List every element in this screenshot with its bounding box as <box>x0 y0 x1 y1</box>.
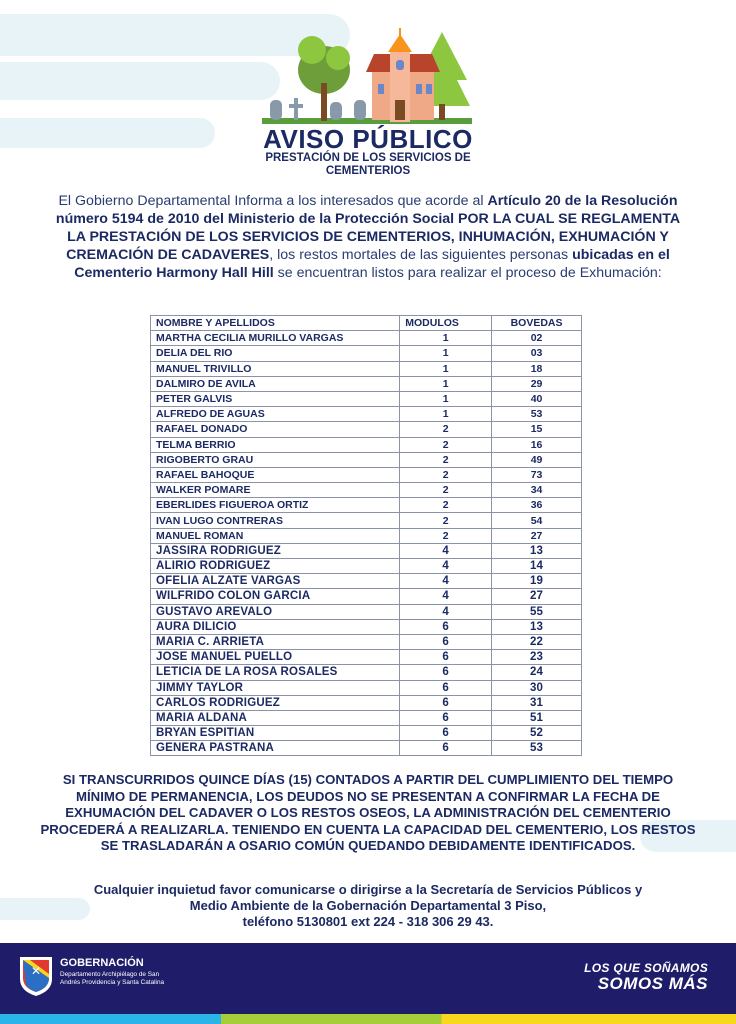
table-row <box>151 543 582 558</box>
intro-paragraph <box>50 192 686 282</box>
cell-boveda: 14 <box>492 559 582 574</box>
gobernacion-shield-logo <box>18 955 54 997</box>
cell-boveda: 29 <box>492 376 582 391</box>
cell-boveda: 27 <box>492 589 582 604</box>
cell-name: LETICIA DE LA ROSA ROSALES <box>151 665 400 680</box>
table-row <box>151 346 582 361</box>
cell-modulo: 2 <box>400 498 492 513</box>
cell-boveda: 30 <box>492 680 582 695</box>
cell-name: RAFAEL BAHOQUE <box>151 467 400 482</box>
table-row <box>151 331 582 346</box>
table-row <box>151 619 582 634</box>
table-row <box>151 574 582 589</box>
table-row <box>151 559 582 574</box>
table-row <box>151 361 582 376</box>
cell-modulo: 1 <box>400 361 492 376</box>
cell-name: ALFREDO DE AGUAS <box>151 407 400 422</box>
cell-boveda: 15 <box>492 422 582 437</box>
cell-boveda: 13 <box>492 543 582 558</box>
intro-text: El Gobierno Departamental Informa a los interesados que acorde al <box>58 193 488 209</box>
cell-boveda: 13 <box>492 619 582 634</box>
contact-line: teléfono 5130801 ext 224 - 318 306 29 43. <box>242 914 494 929</box>
table-row <box>151 528 582 543</box>
cell-boveda: 55 <box>492 604 582 619</box>
cell-boveda: 27 <box>492 528 582 543</box>
intro-bold-text: Artículo 20 de la Resolución número 5194 de 2010 del Ministerio de la Protección Social POR LA CUAL SE REGLAMENTA LA PRESTACIÓN DE LOS SERVICIOS DE CEMENTERIOS, INHUMACIÓN, EXHUMACIÓN Y CREMACIÓN DE CADAVERES <box>55 193 681 263</box>
cell-boveda: 53 <box>492 407 582 422</box>
cell-name: WALKER POMARE <box>151 483 400 498</box>
cell-boveda: 40 <box>492 391 582 406</box>
cell-name: RAFAEL DONADO <box>151 422 400 437</box>
cell-name: PETER GALVIS <box>151 391 400 406</box>
cell-boveda: 22 <box>492 634 582 649</box>
cell-modulo: 6 <box>400 680 492 695</box>
table-row <box>151 391 582 406</box>
cloud-decoration <box>0 62 280 100</box>
cell-name: MARTHA CECILIA MURILLO VARGAS <box>151 331 400 346</box>
contact-line: Cualquier inquietud favor comunicarse o dirigirse a la Secretaría de Servicios Públicos y <box>93 882 643 897</box>
cell-modulo: 1 <box>400 346 492 361</box>
cell-name: JASSIRA RODRIGUEZ <box>151 543 400 558</box>
cell-name: JOSE MANUEL PUELLO <box>151 650 400 665</box>
cell-modulo: 2 <box>400 437 492 452</box>
table-row <box>151 680 582 695</box>
cell-boveda: 54 <box>492 513 582 528</box>
column-header-bovedas: BOVEDAS <box>492 316 582 331</box>
cell-name: EBERLIDES FIGUEROA ORTIZ <box>151 498 400 513</box>
table-row <box>151 710 582 725</box>
table-row <box>151 695 582 710</box>
table-row <box>151 376 582 391</box>
cell-modulo: 1 <box>400 407 492 422</box>
table-row <box>151 650 582 665</box>
svg-text:✕: ✕ <box>30 964 42 978</box>
table-row <box>151 513 582 528</box>
cell-name: JIMMY TAYLOR <box>151 680 400 695</box>
warning-notice: SI TRANSCURRIDOS QUINCE DÍAS (15) CONTADOS A PARTIR DEL CUMPLIMIENTO DEL TIEMPO MÍNIMO DE PERMANENCIA, LOS DEUDOS NO SE PRESENTAN A CONFIRMAR LA FECHA DE EXHUMACIÓN DEL CADAVER O LOS RESTOS OSEOS, LA ADMINISTRACIÓN DEL CEMENTERIO PROCEDERÁ A REALIZARLA. TENIENDO EN CUENTA LA CAPACIDAD DEL CEMENTERIO, LOS RESTOS SE TRASLADARÁN A OSARIO COMÚN QUEDANDO DEBIDAMENTE IDENTIFICADOS. <box>40 772 696 853</box>
cell-boveda: 53 <box>492 741 582 756</box>
intro-text: , los restos mortales de las siguientes personas <box>269 247 573 263</box>
table-row <box>151 634 582 649</box>
table-row <box>151 483 582 498</box>
cell-boveda: 16 <box>492 437 582 452</box>
table-row <box>151 437 582 452</box>
cell-modulo: 6 <box>400 695 492 710</box>
cell-name: AURA DILICIO <box>151 619 400 634</box>
cell-modulo: 4 <box>400 604 492 619</box>
gobernacion-name: GOBERNACIÓN <box>60 957 144 969</box>
cell-modulo: 4 <box>400 589 492 604</box>
cell-modulo: 4 <box>400 559 492 574</box>
cell-boveda: 23 <box>492 650 582 665</box>
cell-boveda: 19 <box>492 574 582 589</box>
cell-boveda: 73 <box>492 467 582 482</box>
cell-name: ALIRIO RODRIGUEZ <box>151 559 400 574</box>
cell-name: MANUEL TRIVILLO <box>151 361 400 376</box>
cell-boveda: 03 <box>492 346 582 361</box>
table-row <box>151 498 582 513</box>
slogan-line-1: LOS QUE SOÑAMOS <box>584 961 708 975</box>
color-stripe <box>0 1014 736 1024</box>
contact-info <box>40 882 696 930</box>
cell-modulo: 2 <box>400 513 492 528</box>
page-subtitle: PRESTACIÓN DE LOS SERVICIOS DE CEMENTERIOS <box>265 152 471 177</box>
intro-text: se encuentran listos para realizar el proceso de Exhumación: <box>273 265 662 281</box>
column-header-name: NOMBRE Y APELLIDOS <box>151 316 400 331</box>
cell-modulo: 2 <box>400 483 492 498</box>
table-header-row <box>151 316 582 331</box>
cell-boveda: 02 <box>492 331 582 346</box>
table-row <box>151 589 582 604</box>
column-header-modulos: MODULOS <box>400 316 492 331</box>
cell-boveda: 51 <box>492 710 582 725</box>
table-row <box>151 422 582 437</box>
table-row <box>151 407 582 422</box>
exhumation-table <box>150 315 582 756</box>
cell-modulo: 4 <box>400 574 492 589</box>
cell-name: GENERA PASTRANA <box>151 741 400 756</box>
cell-name: MANUEL ROMAN <box>151 528 400 543</box>
cell-modulo: 2 <box>400 528 492 543</box>
cell-modulo: 6 <box>400 619 492 634</box>
cell-modulo: 6 <box>400 634 492 649</box>
cemetery-church-illustration <box>262 28 472 128</box>
cell-name: BRYAN ESPITIAN <box>151 726 400 741</box>
cell-boveda: 18 <box>492 361 582 376</box>
cell-modulo: 6 <box>400 741 492 756</box>
cell-boveda: 36 <box>492 498 582 513</box>
cell-modulo: 2 <box>400 452 492 467</box>
intro-bold-text: ubicadas en el Cementerio Harmony Hall Hill <box>74 247 670 281</box>
cell-modulo: 2 <box>400 467 492 482</box>
table-row <box>151 741 582 756</box>
cell-name: IVAN LUGO CONTRERAS <box>151 513 400 528</box>
contact-line: Medio Ambiente de la Gobernación Departamental 3 Piso, <box>189 898 547 913</box>
table-row <box>151 665 582 680</box>
cell-boveda: 34 <box>492 483 582 498</box>
cell-modulo: 1 <box>400 376 492 391</box>
cell-modulo: 6 <box>400 650 492 665</box>
cell-boveda: 24 <box>492 665 582 680</box>
gobernacion-subtitle: Departamento Archipiélago de San Andrés Providencia y Santa Catalina <box>60 971 165 986</box>
cell-modulo: 1 <box>400 391 492 406</box>
table-row <box>151 726 582 741</box>
cell-name: MARIA ALDANA <box>151 710 400 725</box>
cell-name: OFELIA ALZATE VARGAS <box>151 574 400 589</box>
cell-modulo: 6 <box>400 710 492 725</box>
cell-boveda: 52 <box>492 726 582 741</box>
cell-name: DALMIRO DE AVILA <box>151 376 400 391</box>
cell-name: CARLOS RODRIGUEZ <box>151 695 400 710</box>
cell-boveda: 49 <box>492 452 582 467</box>
cell-name: TELMA BERRIO <box>151 437 400 452</box>
cell-modulo: 2 <box>400 422 492 437</box>
cell-name: MARIA C. ARRIETA <box>151 634 400 649</box>
cell-name: WILFRIDO COLON GARCIA <box>151 589 400 604</box>
cell-name: DELIA DEL RIO <box>151 346 400 361</box>
cell-name: GUSTAVO AREVALO <box>151 604 400 619</box>
cell-modulo: 1 <box>400 331 492 346</box>
cell-modulo: 6 <box>400 726 492 741</box>
table-row <box>151 604 582 619</box>
cell-modulo: 4 <box>400 543 492 558</box>
page-title: AVISO PÚBLICO <box>263 124 473 154</box>
cell-modulo: 6 <box>400 665 492 680</box>
table-row <box>151 452 582 467</box>
slogan-line-2: SOMOS MÁS <box>597 974 708 993</box>
cell-boveda: 31 <box>492 695 582 710</box>
cell-name: RIGOBERTO GRAU <box>151 452 400 467</box>
table-row <box>151 467 582 482</box>
